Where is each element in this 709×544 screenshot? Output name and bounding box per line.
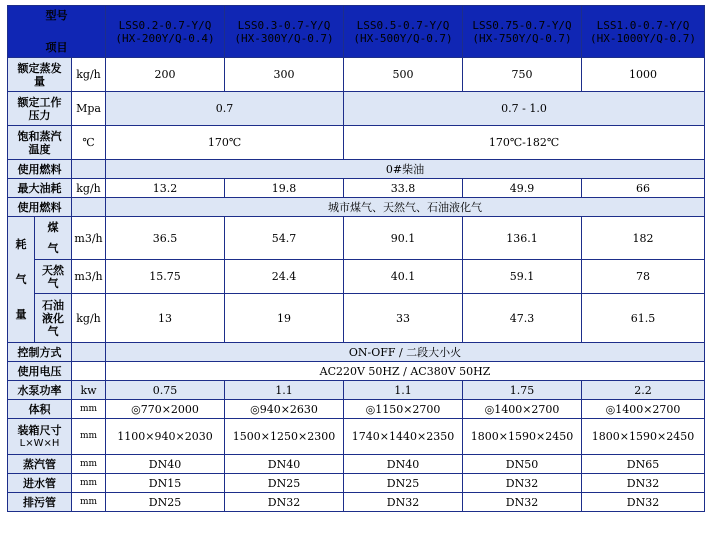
empty-unit-cell (72, 160, 106, 179)
model-alt-code: (HX-300Y/Q-0.7) (234, 31, 334, 45)
model-header-3 (344, 6, 463, 58)
value-cell: 1800×1590×2450 (582, 419, 705, 455)
row-temperature (8, 126, 705, 160)
label-char: 气 (15, 273, 27, 286)
value-cell-merged: 170℃ (106, 126, 344, 160)
row-pressure (8, 92, 705, 126)
model-alt-code: (HX-500Y/Q-0.7) (353, 31, 453, 45)
value-cell: 90.1 (344, 217, 463, 260)
model-header-4 (463, 6, 582, 58)
value-cell: DN32 (582, 474, 705, 493)
unit-cell: mm (72, 493, 106, 512)
label-line: 气 (47, 276, 59, 290)
label-line: 温度 (28, 142, 51, 156)
label-lpg (35, 294, 72, 343)
value-cell: 19 (225, 294, 344, 343)
value-cell: DN32 (344, 493, 463, 512)
value-cell: 49.9 (463, 179, 582, 198)
value-cell: DN25 (225, 474, 344, 493)
value-cell: 36.5 (106, 217, 225, 260)
value-cell: ◎940×2630 (225, 400, 344, 419)
value-cell-merged: 170℃-182℃ (344, 126, 705, 160)
value-cell: 24.4 (225, 260, 344, 294)
unit-cell: kg/h (72, 294, 106, 343)
row-gas-natural (8, 260, 705, 294)
value-cell-merged: 0.7 - 1.0 (344, 92, 705, 126)
value-cell: DN15 (106, 474, 225, 493)
label-gas-consumption-group (8, 217, 35, 343)
model-alt-code: (HX-1000Y/Q-0.7) (590, 31, 696, 45)
model-code: LSS1.0-0.7-Y/Q (596, 18, 690, 32)
value-cell: 0.75 (106, 381, 225, 400)
row-drain-pipe (8, 493, 705, 512)
model-header-5 (582, 6, 705, 58)
label-line: 液化 (42, 311, 64, 325)
label-line: 装箱尺寸 (17, 423, 62, 437)
unit-cell: m3/h (72, 260, 106, 294)
label-line: 饱和蒸汽 (17, 129, 62, 143)
unit-cell: Mpa (72, 92, 106, 126)
value-cell: DN65 (582, 455, 705, 474)
label-line: 气 (47, 242, 59, 255)
label-coal-gas (35, 217, 72, 260)
value-cell: 1.1 (225, 381, 344, 400)
model-alt-code: (HX-750Y/Q-0.7) (472, 31, 572, 45)
empty-unit-cell (72, 198, 106, 217)
value-cell: 1000 (582, 58, 705, 92)
row-packing-size (8, 419, 705, 455)
unit-cell: mm (72, 400, 106, 419)
label-line: 额定工作 (17, 95, 62, 109)
value-cell: 1.75 (463, 381, 582, 400)
model-header-1 (106, 6, 225, 58)
value-cell: ◎1400×2700 (463, 400, 582, 419)
value-cell: 182 (582, 217, 705, 260)
row-evaporation (8, 58, 705, 92)
value-cell-merged: 城市煤气、天然气、石油液化气 (106, 198, 705, 217)
value-cell: 13 (106, 294, 225, 343)
unit-cell: kw (72, 381, 106, 400)
value-cell: 19.8 (225, 179, 344, 198)
row-control (8, 343, 705, 362)
unit-cell: mm (72, 474, 106, 493)
value-cell: 1.1 (344, 381, 463, 400)
label-natural-gas (35, 260, 72, 294)
value-cell: DN50 (463, 455, 582, 474)
value-cell: 47.3 (463, 294, 582, 343)
value-cell: DN40 (106, 455, 225, 474)
value-cell-merged: ON-OFF / 二段大小火 (106, 343, 705, 362)
row-fuel-oil (8, 160, 705, 179)
label-pressure (8, 92, 72, 126)
label-line: 煤 (47, 221, 59, 234)
value-cell: 750 (463, 58, 582, 92)
label-drain-pipe: 排污管 (8, 493, 72, 512)
value-cell: DN25 (344, 474, 463, 493)
row-fuel-gas (8, 198, 705, 217)
corner-item-label: 项目 (45, 41, 68, 54)
empty-unit-cell (72, 343, 106, 362)
value-cell: 33 (344, 294, 463, 343)
label-control: 控制方式 (8, 343, 72, 362)
value-cell: 200 (106, 58, 225, 92)
row-pump (8, 381, 705, 400)
value-cell: 15.75 (106, 260, 225, 294)
label-line: 量 (34, 74, 45, 88)
label-evaporation (8, 58, 72, 92)
value-cell: 1500×1250×2300 (225, 419, 344, 455)
value-cell: ◎1150×2700 (344, 400, 463, 419)
value-cell: 136.1 (463, 217, 582, 260)
row-oil-consumption (8, 179, 705, 198)
value-cell: 59.1 (463, 260, 582, 294)
value-cell: DN32 (463, 493, 582, 512)
label-line: 额定蒸发 (17, 61, 62, 75)
header-row (8, 6, 705, 58)
unit-cell: kg/h (72, 58, 106, 92)
label-oil-consumption: 最大油耗 (8, 179, 72, 198)
label-line: 气 (47, 324, 59, 338)
model-code: LSS0.2-0.7-Y/Q (118, 18, 212, 32)
value-cell: 1800×1590×2450 (463, 419, 582, 455)
value-cell: 1100×940×2030 (106, 419, 225, 455)
value-cell: DN32 (463, 474, 582, 493)
value-cell: 66 (582, 179, 705, 198)
row-gas-lpg (8, 294, 705, 343)
value-cell: DN40 (344, 455, 463, 474)
value-cell-merged: AC220V 50HZ / AC380V 50HZ (106, 362, 705, 381)
row-gas-coal (8, 217, 705, 260)
unit-cell: m3/h (72, 217, 106, 260)
row-steam-pipe (8, 455, 705, 474)
value-cell: 500 (344, 58, 463, 92)
label-packing-size (8, 419, 72, 455)
unit-cell: kg/h (72, 179, 106, 198)
corner-header-cell (8, 6, 106, 58)
row-voltage (8, 362, 705, 381)
label-fuel: 使用燃料 (8, 160, 72, 179)
value-cell: DN32 (225, 493, 344, 512)
model-alt-code: (HX-200Y/Q-0.4) (115, 31, 215, 45)
label-line: 石油 (42, 298, 64, 312)
model-code: LSS0.5-0.7-Y/Q (356, 18, 450, 32)
label-volume: 体积 (8, 400, 72, 419)
spec-table-wrapper (7, 5, 705, 512)
label-voltage: 使用电压 (8, 362, 72, 381)
unit-cell: ℃ (72, 126, 106, 160)
empty-unit-cell (72, 362, 106, 381)
label-line: 压力 (28, 108, 51, 122)
corner-model-label: 型号 (45, 9, 68, 22)
label-fuel: 使用燃料 (8, 198, 72, 217)
value-cell: DN25 (106, 493, 225, 512)
value-cell: DN32 (582, 493, 705, 512)
model-header-2 (225, 6, 344, 58)
value-cell: 40.1 (344, 260, 463, 294)
value-cell: 78 (582, 260, 705, 294)
model-code: LSS0.75-0.7-Y/Q (472, 18, 572, 32)
value-cell: 13.2 (106, 179, 225, 198)
label-line: 天然 (42, 263, 64, 277)
value-cell-merged: 0.7 (106, 92, 344, 126)
value-cell: ◎770×2000 (106, 400, 225, 419)
label-char: 量 (15, 308, 27, 321)
label-char: 耗 (15, 238, 27, 251)
value-cell: ◎1400×2700 (582, 400, 705, 419)
model-code: LSS0.3-0.7-Y/Q (237, 18, 331, 32)
label-inlet-pipe: 进水管 (8, 474, 72, 493)
label-pump: 水泵功率 (8, 381, 72, 400)
unit-cell: mm (72, 455, 106, 474)
row-volume (8, 400, 705, 419)
value-cell-merged: 0#柴油 (106, 160, 705, 179)
value-cell: 61.5 (582, 294, 705, 343)
row-inlet-pipe (8, 474, 705, 493)
value-cell: 33.8 (344, 179, 463, 198)
value-cell: 300 (225, 58, 344, 92)
unit-cell: mm (72, 419, 106, 455)
boiler-spec-table (7, 5, 705, 512)
value-cell: 2.2 (582, 381, 705, 400)
value-cell: DN40 (225, 455, 344, 474)
label-temperature (8, 126, 72, 160)
label-line: L×W×H (19, 437, 60, 449)
value-cell: 1740×1440×2350 (344, 419, 463, 455)
value-cell: 54.7 (225, 217, 344, 260)
label-steam-pipe: 蒸汽管 (8, 455, 72, 474)
